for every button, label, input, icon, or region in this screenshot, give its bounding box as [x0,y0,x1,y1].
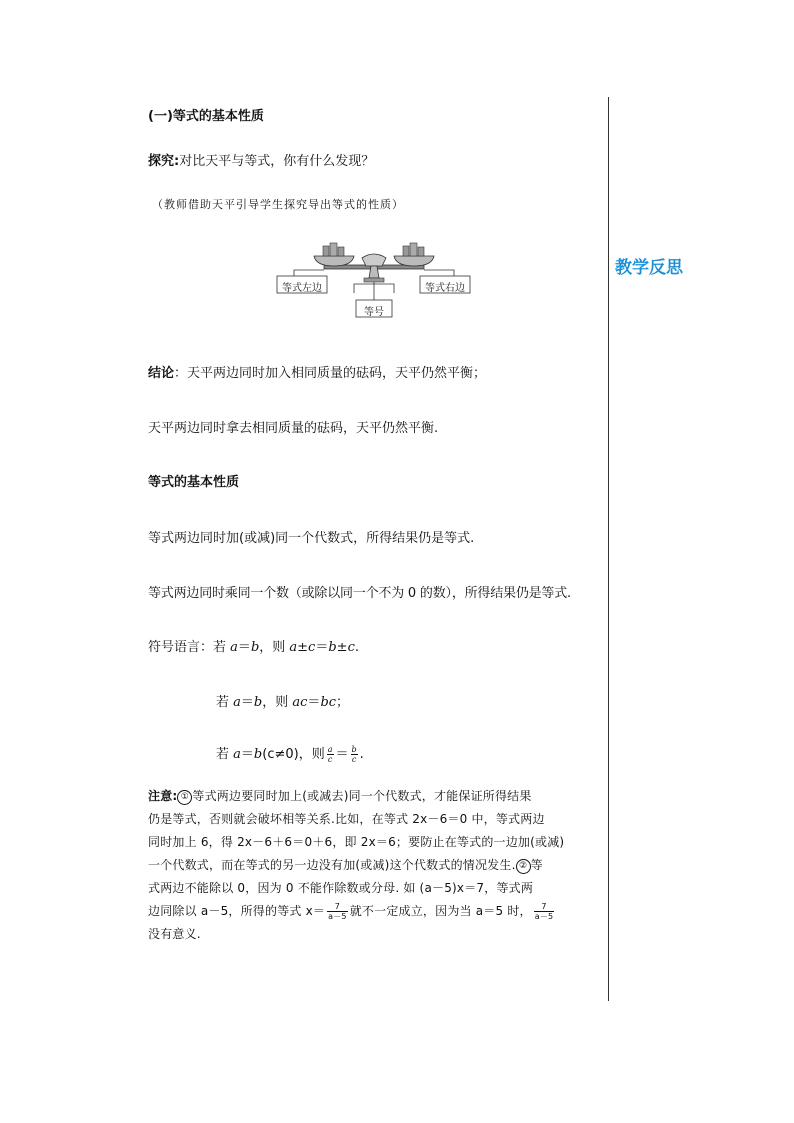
sym1-lhs: a±c [289,640,316,655]
teaching-reflection-heading: 教学反思 [615,258,683,278]
sym1-pre: 若 [213,640,231,655]
note-text-4a: 一个代数式，而在等式的另一边没有加(或减)这个代数式的情况发生. [148,858,516,872]
property-rule-1: 等式两边同时加(或减)同一个代数式，所得结果仍是等式. [148,531,475,546]
sym3-frac-b-over-c [351,745,358,764]
sym1-b: b [250,640,260,655]
label-right-side: 等式右边 [425,283,465,294]
note-label: 注意: [148,789,178,803]
sym1-a: a [230,640,238,655]
sym1-eq: ＝ [237,640,251,655]
conclusion-line-1 [148,362,486,381]
sym2-bc: bc [320,695,337,710]
sym2-mid: ，则 [262,695,293,710]
note-text-1: 等式两边要同时加上(或减去)同一个代数式，才能保证所得结果 [192,789,532,803]
sym3-a: a [233,747,241,762]
sym3-end: . [359,747,364,762]
note-frac1-num: 7 [327,902,348,912]
note-text-6b: 就不一定成立，因为当 a＝5 时， [349,904,532,918]
sym3-eq: ＝ [240,747,254,762]
note-line-6 [148,900,604,923]
note-line-1 [148,785,604,808]
note-line-4 [148,854,604,877]
explore-label: 探究: [148,154,180,169]
section-title: (一)等式的基本性质 [148,109,264,124]
note-line-7: 没有意义. [148,927,201,941]
note-text-4b: 等 [530,858,543,872]
sym3-frac2-den: c [351,755,357,764]
sym3-pre: 若 [216,747,234,762]
note-line-3: 同时加上 6，得 2x－6＋6＝0＋6，即 2x＝6；要防止在等式的一边加(或减) [148,835,565,849]
symbolic-line-3 [216,743,364,764]
teacher-note: （教师借助天平引导学生探究导出等式的性质） [152,198,404,211]
sym3-b: b [253,747,263,762]
sym2-pre: 若 [216,695,234,710]
conclusion-label: 结论 [148,366,175,381]
symbolic-label: 符号语言： [148,640,214,655]
explore-text: 对比天平与等式，你有什么发现？ [179,154,375,169]
note-frac2-den: a－5 [534,912,554,921]
sym2-ac: ac [292,695,308,710]
note-line-2: 仍是等式，否则就会破坏相等关系.比如，在等式 2x－6＝0 中，等式两边 [148,812,545,826]
sym3-frac-a-over-c [327,745,334,764]
circled-two: ② [516,859,531,874]
note-line-5: 式两边不能除以 0，因为 0 不能作除数或分母. 如 (a－5)x＝7，等式两 [148,881,534,895]
symbolic-line-1 [148,636,359,655]
conclusion-text-1: ：天平两边同时加入相同质量的砝码，天平仍然平衡； [174,366,487,381]
note-text-6a: 边同除以 a－5，所得的等式 x＝ [148,904,326,918]
note-paragraph [148,785,604,946]
note-frac-1 [327,902,348,921]
sym1-mid: ，则 [259,640,290,655]
sym3-mid: ，则 [298,747,325,762]
property-rule-2: 等式两边同时乘同一个数（或除以同一个不为 0 的数），所得结果仍是等式. [148,586,571,601]
sym3-frac1-num: a [327,745,333,754]
sym1-end: . [354,640,359,655]
column-divider [608,97,609,1001]
sym2-a: a [233,695,241,710]
sym2-eq: ＝ [240,695,254,710]
explore-line [148,150,374,169]
conclusion-line-2: 天平两边同时拿去相同质量的砝码，天平仍然平衡. [148,421,439,436]
sym3-cond: (c≠0) [262,747,299,762]
note-frac1-den: a－5 [328,912,347,921]
sym1-eq2: ＝ [315,640,329,655]
symbolic-line-2 [216,691,349,710]
note-frac2-num: 7 [534,902,555,912]
balance-figure [276,238,472,322]
circled-one: ① [177,790,192,805]
label-left-side: 等式左边 [282,283,322,294]
sym1-rhs: b±c [328,640,355,655]
sym3-eq2: ＝ [335,747,349,762]
sym3-frac2-num: b [351,745,357,754]
sym2-end: ； [336,695,350,710]
sym2-eq2: ＝ [307,695,321,710]
note-frac-2 [534,902,555,921]
property-heading: 等式的基本性质 [148,475,240,490]
label-equal-sign: 等号 [364,307,384,318]
sym3-frac1-den: c [327,755,333,764]
sym2-b: b [253,695,263,710]
